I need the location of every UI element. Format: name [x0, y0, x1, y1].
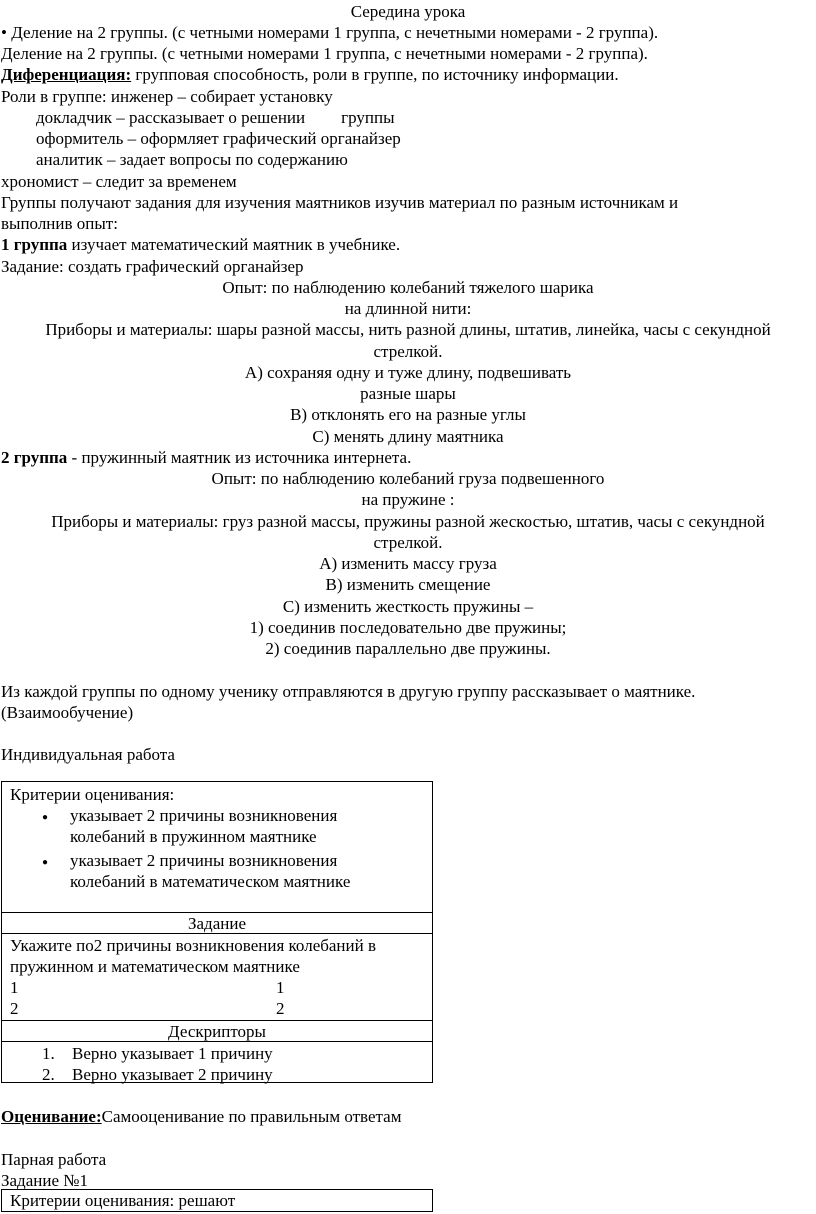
mutual-learning-line1: Из каждой группы по одному ученику отправляются в другую группу рассказывает о маятнике.	[1, 682, 696, 701]
group1-experiment-line2: на длинной нити:	[344, 299, 472, 318]
group1-step-a-line2: разные шары	[360, 384, 456, 403]
criterion-2-line2: колебаний в математическом маятнике	[70, 872, 351, 891]
task-body-cell	[2, 933, 432, 1021]
group1-step-a-line1: А) сохраняя одну и туже длину, подвешивать	[244, 363, 572, 382]
group1-label: 1 группа	[1, 235, 68, 254]
assessment-line	[1, 1106, 401, 1127]
pair-task-heading: Задание №1	[1, 1171, 88, 1190]
group1-task: Задание: создать графический органайзер	[1, 257, 304, 276]
paragraph-group-split-bulleted	[1, 22, 658, 43]
groups-intro-line2: выполнив опыт:	[1, 214, 118, 233]
pair-work-heading: Парная работа	[1, 1150, 107, 1169]
bullet-icon: •	[1, 23, 7, 42]
group1-text: изучает математический маятник в учебнике.	[67, 235, 401, 254]
group1-step-b: В) отклонять его на разные углы	[290, 405, 526, 424]
answer-2-left: 2	[10, 999, 19, 1018]
descriptors-title: Дескрипторы	[168, 1022, 266, 1041]
criterion-2-line1: указывает 2 причины возникновения	[70, 851, 338, 870]
mutual-learning-line2: (Взаимообучение)	[1, 703, 134, 722]
paragraph-text: Деление на 2 группы. (с четными номерами 1 группа, с нечетными номерами - 2 группа).	[11, 23, 659, 42]
descriptors-header-cell	[2, 1020, 432, 1042]
assessment-text: Самооценивание по правильным ответам	[101, 1107, 402, 1126]
group1-materials-line1: Приборы и материалы: шары разной массы, нить разной длины, штатив, линейка, часы с секундной	[45, 320, 771, 339]
role-timekeeper: хрономист – следит за временем	[1, 172, 237, 191]
group1-heading	[1, 234, 400, 255]
role-reporter	[36, 107, 395, 128]
pair-criteria-text: Критерии оценивания: решают	[10, 1191, 236, 1210]
criterion-1-line2: колебаний в пружинном маятнике	[70, 827, 317, 846]
answer-2-right: 2	[276, 999, 285, 1018]
group2-heading	[1, 447, 411, 468]
paragraph-differentiation	[1, 64, 619, 85]
criteria-title: Критерии оценивания:	[10, 785, 175, 804]
assessment-table	[1, 781, 433, 1083]
roles-intro: Роли в группе: инженер – собирает установку	[1, 87, 333, 106]
role-analyst: аналитик – задает вопросы по содержанию	[36, 150, 348, 169]
bullet-icon: ●	[42, 812, 49, 823]
answer-1-left: 1	[10, 978, 19, 997]
descriptor-1-number: 1.	[42, 1044, 55, 1063]
group2-text: - пружинный маятник из источника интернета.	[67, 448, 412, 467]
group2-step-b: В) изменить смещение	[325, 575, 491, 594]
group1-step-c: С) менять длину маятника	[312, 427, 504, 446]
differentiation-label: Диференциация:	[1, 65, 132, 84]
assessment-label: Оценивание:	[1, 1107, 102, 1126]
group2-materials-line2: стрелкой.	[373, 533, 443, 552]
group1-experiment-line1: Опыт: по наблюдению колебаний тяжелого шарика	[222, 278, 594, 297]
group2-step-a: А) изменить массу груза	[319, 554, 497, 573]
task-header-cell	[2, 912, 432, 934]
group2-label: 2 группа	[1, 448, 68, 467]
section-title: Середина урока	[350, 2, 466, 21]
criteria-cell	[2, 782, 432, 912]
descriptor-1: Верно указывает 1 причину	[72, 1044, 273, 1063]
paragraph-group-split: Деление на 2 группы. (с четными номерами 1 группа, с нечетными номерами - 2 группа).	[1, 44, 648, 63]
group2-experiment-line1: Опыт: по наблюдению колебаний груза подвешенного	[211, 469, 605, 488]
pair-criteria-table	[1, 1189, 433, 1212]
group2-step-c2: 2) соединив параллельно две пружины.	[265, 639, 551, 658]
differentiation-text: групповая способность, роли в группе, по источнику информации.	[131, 65, 619, 84]
group2-experiment-line2: на пружине :	[361, 490, 455, 509]
group2-step-c: С) изменить жесткость пружины –	[282, 597, 534, 616]
individual-work-heading: Индивидуальная работа	[1, 745, 175, 764]
group1-materials-line2: стрелкой.	[373, 342, 443, 361]
descriptor-2: Верно указывает 2 причину	[72, 1065, 273, 1084]
role-designer: оформитель – оформляет графический органайзер	[36, 129, 401, 148]
task-title: Задание	[188, 914, 246, 933]
bullet-icon: ●	[42, 857, 49, 868]
descriptor-2-number: 2.	[42, 1065, 55, 1084]
role-reporter-text: докладчик – рассказывает о решении	[36, 108, 306, 127]
task-text-line2: пружинном и математическом маятнике	[10, 957, 300, 976]
answer-1-right: 1	[276, 978, 285, 997]
role-reporter-text-tail: группы	[341, 108, 395, 127]
group2-materials-line1: Приборы и материалы: груз разной массы, пружины разной жескостью, штатив, часы с секундной	[51, 512, 765, 531]
task-text-line1: Укажите по2 причины возникновения колебаний в	[10, 936, 376, 955]
descriptors-body-cell	[2, 1041, 432, 1083]
criterion-1-line1: указывает 2 причины возникновения	[70, 806, 338, 825]
group2-step-c1: 1) соединив последовательно две пружины;	[249, 618, 567, 637]
groups-intro-line1: Группы получают задания для изучения маятников изучив материал по разным источникам и	[1, 193, 679, 212]
